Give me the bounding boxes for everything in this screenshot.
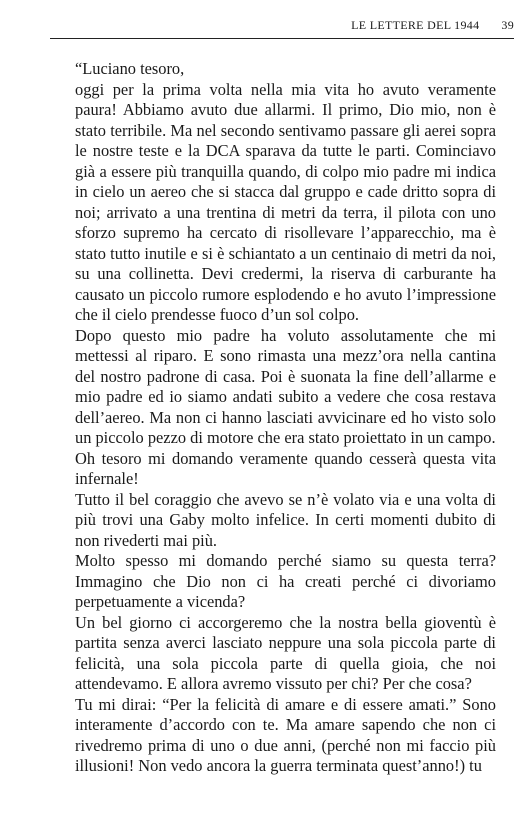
paragraph: oggi per la prima volta nella mia vita ho avuto veramente paura! Abbiamo avuto due allarmi. Il primo, Dio mio, non è stato terribile. Ma nel secondo sentivamo passare gli aerei sopra le nostre teste e la DCA sparava da tutte le parti. Cominciavo già a essere più tranquilla quando, di colpo mio padre mi indica in cielo un aereo che si stacca dal gruppo e cade dritto sopra di noi; arrivato a una trentina di metri da terra, il pilota con uno sforzo supremo ha cercato di risollevare l’apparecchio, ma è stato tutto inutile e si è schiantato a un centinaio di metri da noi, su una collinetta. Devi credermi, la riserva di carburante ha causato un piccolo rumore esplodendo e ho avuto l’impressione che il cielo prendesse fuoco d’un sol colpo. xyxy=(75,79,496,324)
running-title: LE LETTERE DEL 1944 xyxy=(351,18,480,32)
header-rule xyxy=(50,38,514,39)
paragraph: Un bel giorno ci accorgeremo che la nostra bella gioventù è partita senza averci lasciato neppure una sola piccola parte di felicità, una sola piccola parte di quella gioia, che noi attendevamo. E allora avremo vissuto per chi? Per che cosa? xyxy=(75,612,496,693)
paragraph: Dopo questo mio padre ha voluto assolutamente che mi mettessi al riparo. E sono rimasta una mezz’ora nella cantina del nostro padrone di casa. Poi è suonata la fine dell’allarme e mio padre ed io siamo andati subito a vedere che cosa restava dell’aereo. Ma non ci hanno lasciati avvicinare ed ho visto solo un piccolo pezzo di motore che era stato proiettato in un campo. xyxy=(75,325,496,447)
paragraph: Oh tesoro mi domando veramente quando cesserà questa vita infernale! xyxy=(75,448,496,488)
letter-salutation: “Luciano tesoro, xyxy=(75,59,185,78)
running-head xyxy=(0,18,514,33)
paragraph: Molto spesso mi domando perché siamo su questa terra? Immagino che Dio non ci ha creati perché ci divoriamo perpetuamente a vicenda? xyxy=(75,551,496,611)
body-text xyxy=(75,59,496,777)
page-number: 39 xyxy=(501,18,514,32)
paragraph: Tu mi dirai: “Per la felicità di amare e di essere amati.” Sono interamente d’accordo con te. Ma amare sapendo che non ci rivedremo prima di uno o due anni, (perché non mi faccio più illusioni! Non vedo ancora la guerra terminata quest’anno!) tu xyxy=(75,694,496,775)
paragraph: Tutto il bel coraggio che avevo se n’è volato via e una volta di più trovi una Gaby molto infelice. In certi momenti dubito di non rivederti mai più. xyxy=(75,489,496,550)
